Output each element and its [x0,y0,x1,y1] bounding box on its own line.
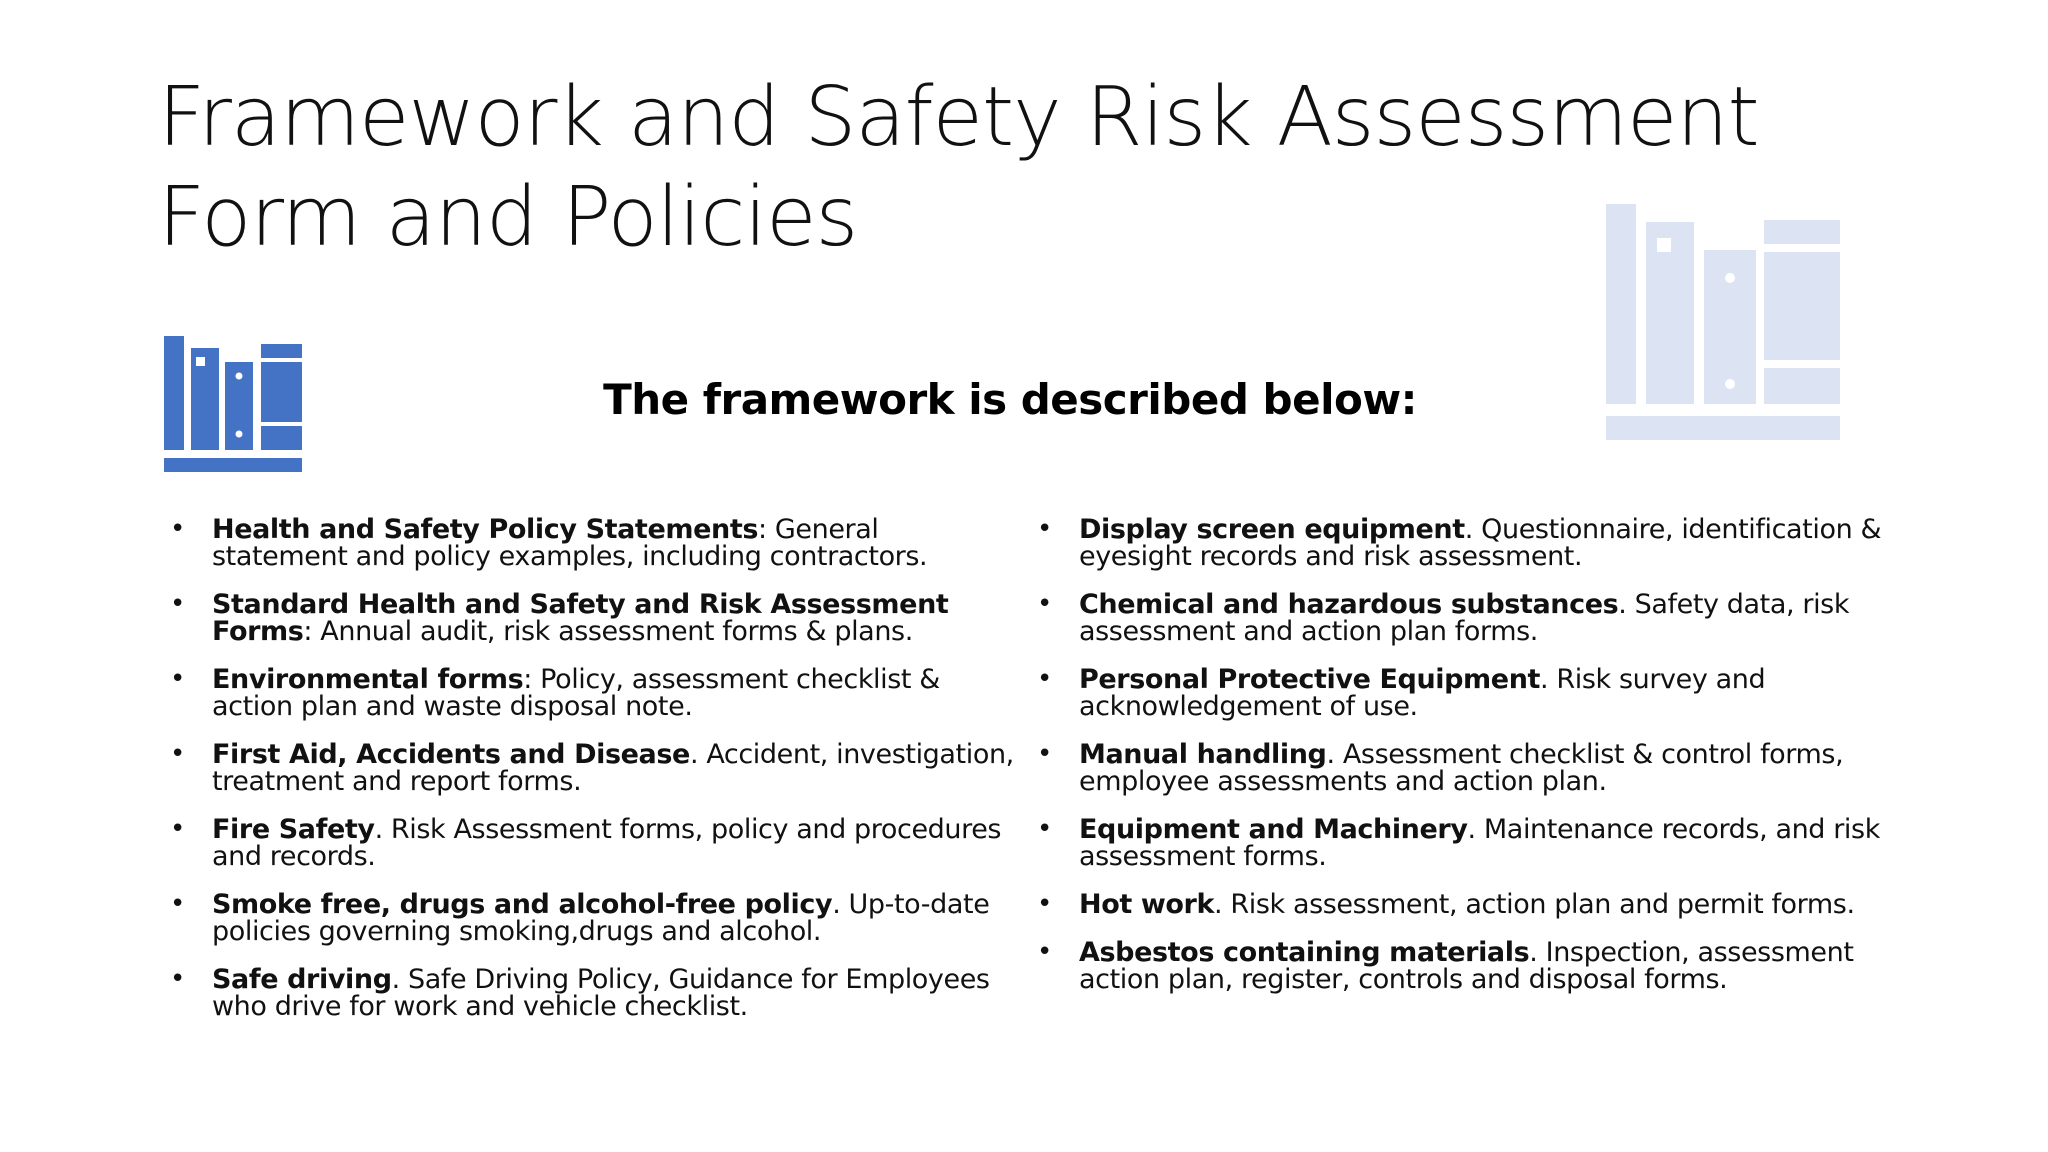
list-item: • Chemical and hazardous substances. Safety data, risk assessment and action plan forms. [1037,589,1850,647]
library-books-icon [1604,200,1844,440]
list-item: • First Aid, Accidents and Disease. Accident, investigation, treatment and report forms. [170,739,1014,797]
list-item: • Hot work. Risk assessment, action plan and permit forms. [1037,889,1855,920]
framework-list-right [1037,516,1905,1014]
framework-list-left [170,516,1018,1041]
framework-heading: The framework is described below: [603,375,1417,424]
list-item: • Standard Health and Safety and Risk Assessment Forms: Annual audit, risk assessment forms & plans. [170,589,949,647]
list-item: • Manual handling. Assessment checklist & control forms, employee assessments and action plan. [1037,739,1844,797]
list-item: • Health and Safety Policy Statements: General statement and policy examples, including contractors. [170,514,928,572]
list-item: • Equipment and Machinery. Maintenance records, and risk assessment forms. [1037,814,1880,872]
list-item: • Safe driving. Safe Driving Policy, Guidance for Employees who drive for work and vehicle checklist. [170,964,990,1022]
list-item: • Smoke free, drugs and alcohol-free policy. Up-to-date policies governing smoking,drugs and alcohol. [170,889,990,947]
list-item: • Display screen equipment. Questionnaire, identification & eyesight records and risk assessment. [1037,514,1882,572]
library-books-icon [164,336,302,472]
slide-title: Framework and Safety Risk Assessment Form and Policies [158,70,1759,265]
list-item: • Fire Safety. Risk Assessment forms, policy and procedures and records. [170,814,1002,872]
list-item: • Environmental forms: Policy, assessment checklist & action plan and waste disposal note. [170,664,940,722]
list-item: • Asbestos containing materials. Inspection, assessment action plan, register, controls and disposal forms. [1037,937,1854,995]
list-item: • Personal Protective Equipment. Risk survey and acknowledgement of use. [1037,664,1766,722]
